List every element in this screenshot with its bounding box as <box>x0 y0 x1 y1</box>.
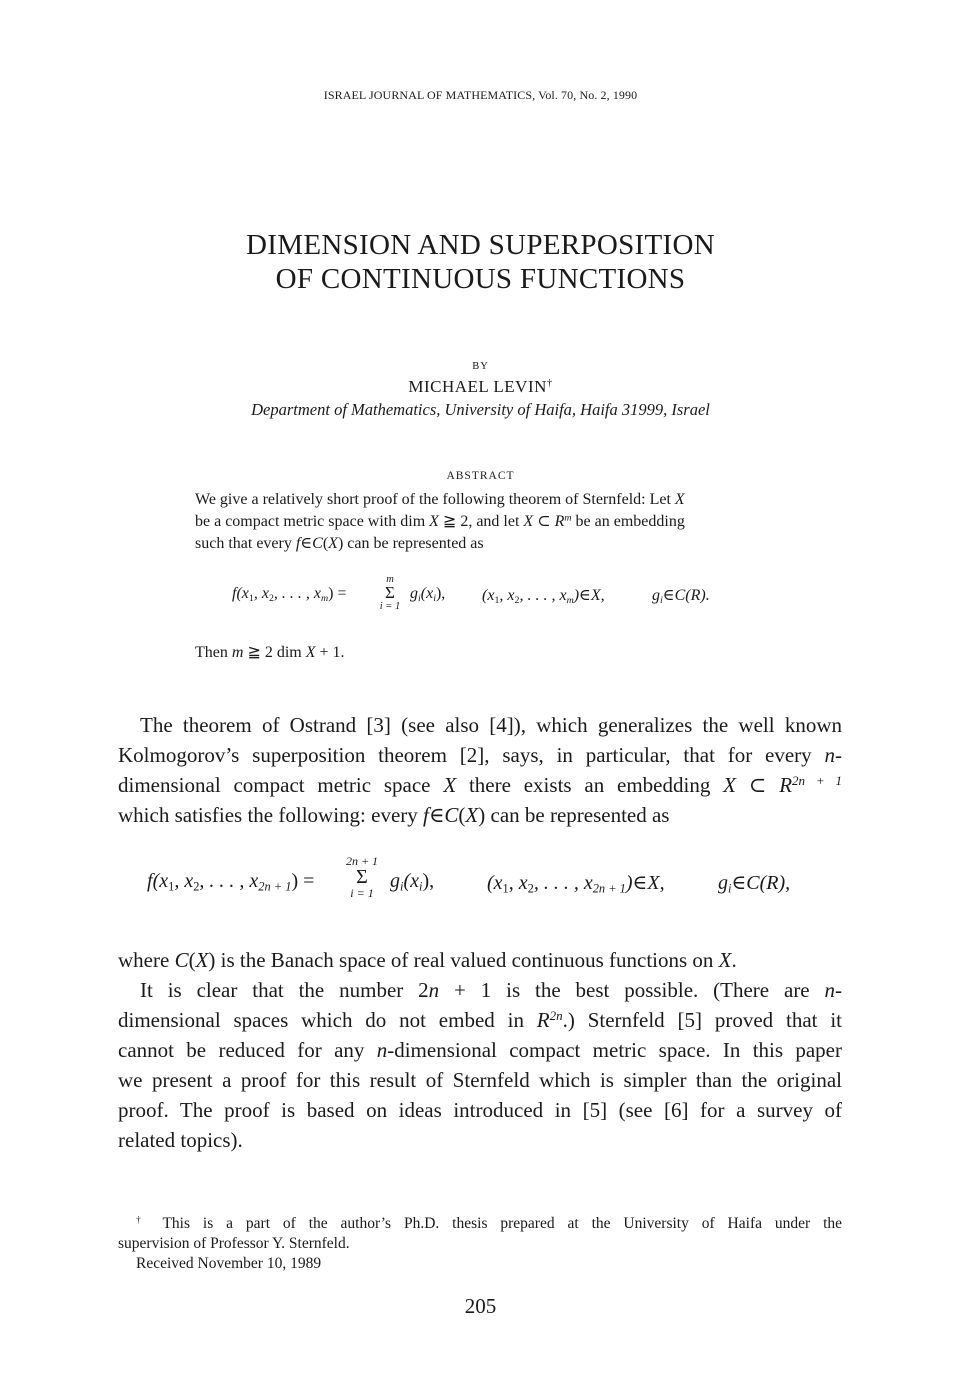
display-formula-lhs: $f(x_1$, $x_2$, . . . , $x_{2n + 1}$) = <box>147 870 315 894</box>
display-formula-summation <box>340 855 384 900</box>
running-head: ISRAEL JOURNAL OF MATHEMATICS, Vol. 70, No. 2, 1990 <box>323 88 638 102</box>
abstract-formula-domain: ($x_1$, $x_2$, . . . , $x_m)\in X$, <box>482 587 605 606</box>
sum-lower-limit: i = 1 <box>350 886 374 900</box>
abstract-formula-lhs: $f(x_1$, $x_2$, . . . , $x_m$) = <box>232 585 347 604</box>
byline-by: BY <box>472 361 489 372</box>
body-line: proof. The proof is based on ideas introduced in [5] (see [6] for a survey of <box>118 1098 842 1122</box>
abstract-conclusion: Then m ≧ 2 dim X + 1. <box>195 644 345 661</box>
sum-lower-limit: i = 1 <box>379 601 401 612</box>
body-line: which satisfies the following: every f∈C(X) can be represented as <box>118 803 670 827</box>
footnote-line: † This is a part of the author’s Ph.D. thesis prepared at the University of Haifa under the <box>136 1214 843 1232</box>
body-line: The theorem of Ostrand [3] (see also [4]), which generalizes the well known <box>140 713 842 737</box>
abstract-line: We give a relatively short proof of the following theorem of Sternfeld: Let X <box>195 491 685 508</box>
body-line: cannot be reduced for any n-dimensional compact metric space. In this paper <box>118 1038 842 1062</box>
sum-upper-limit: 2n + 1 <box>345 854 379 868</box>
author-affiliation: Department of Mathematics, University of Haifa, Haifa 31999, Israel <box>251 400 710 419</box>
body-line: related topics). <box>118 1128 243 1152</box>
body-line: dimensional compact metric space X there exists an embedding X ⊂ $R^{2n + 1}$ <box>118 772 842 797</box>
body-line: where C(X) is the Banach space of real valued continuous functions on X. <box>118 948 737 972</box>
body-line: dimensional spaces which do not embed in $R^{2n}$.) Sternfeld [5] proved that it <box>118 1007 842 1032</box>
sigma-symbol: Σ <box>385 583 395 602</box>
footnote-line: supervision of Professor Y. Sternfeld. <box>118 1235 350 1252</box>
display-formula-domain: ($x_1$, $x_2$, . . . , $x_{2n + 1})\in X$, <box>487 872 665 896</box>
body-line: It is clear that the number 2n + 1 is the best possible. (There are n- <box>140 978 843 1002</box>
display-formula-condition: $g_i\in C(R)$, <box>718 872 791 896</box>
page-number: 205 <box>464 1294 497 1318</box>
abstract-formula-condition: $g_i\in C(R)$. <box>652 587 710 606</box>
author-name <box>0 377 961 397</box>
body-line: we present a proof for this result of Sternfeld which is simpler than the original <box>118 1068 842 1092</box>
title-line-1: DIMENSION AND SUPERPOSITION <box>246 229 715 261</box>
footnote-mark: † <box>136 1214 150 1226</box>
title-line-2: OF CONTINUOUS FUNCTIONS <box>275 263 686 295</box>
abstract-line: be a compact metric space with dim X ≧ 2, and let X ⊂ $R^m$ be an embedding <box>195 512 685 530</box>
sigma-symbol: Σ <box>356 866 368 888</box>
author-footnote-mark: † <box>546 378 553 390</box>
abstract-heading: ABSTRACT <box>446 470 515 482</box>
body-paragraph-2 <box>118 945 842 1155</box>
display-formula-term: $g_i(x_i)$, <box>390 870 435 894</box>
body-paragraph-1 <box>118 710 842 830</box>
paper-title <box>0 228 961 296</box>
author-name-text: MICHAEL LEVIN <box>408 377 547 396</box>
abstract-text <box>195 489 795 555</box>
body-line: Kolmogorov’s superposition theorem [2], says, in particular, that for every n- <box>118 743 842 767</box>
abstract-formula-term: $g_i(x_i)$, <box>410 585 446 604</box>
received-date: Received November 10, 1989 <box>136 1255 322 1272</box>
abstract-formula-summation <box>375 574 405 612</box>
footnote <box>118 1214 842 1274</box>
sum-upper-limit: m <box>386 574 394 585</box>
abstract-line: such that every f∈C(X) can be represented as <box>195 535 484 552</box>
